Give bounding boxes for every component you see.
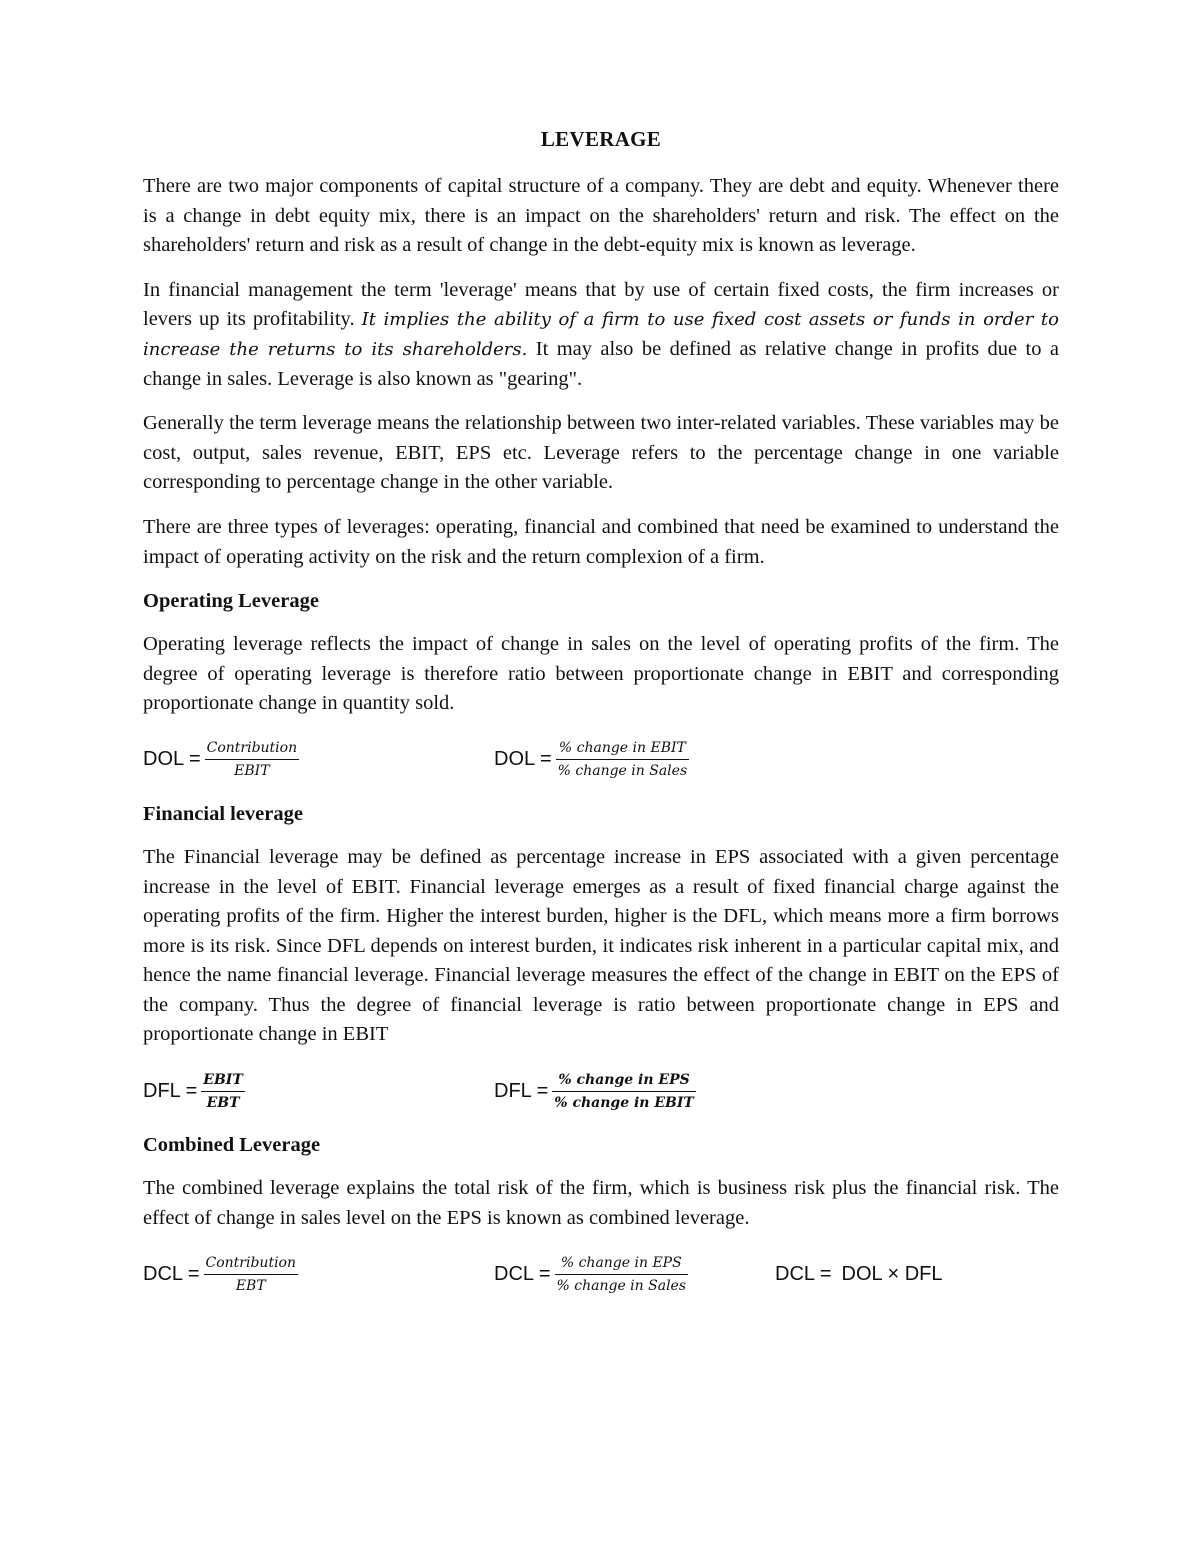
dfl-formula-row	[143, 1065, 1059, 1117]
combined-leverage-heading: Combined Leverage	[143, 1134, 321, 1157]
definition-emphasis: It implies the ability of a firm to use fixed cost assets or funds in order to increase the returns to its shareholders.	[143, 309, 1059, 360]
financial-leverage-heading: Financial leverage	[143, 802, 303, 825]
fraction	[556, 739, 690, 780]
dfl-ebit-formula	[143, 1065, 245, 1117]
dcl-percent-formula	[494, 1248, 688, 1300]
dcl-contribution-formula	[143, 1248, 298, 1300]
fraction	[552, 1071, 696, 1112]
definition-text-1: In financial management the term 'leverage' means that by use of certain fixed costs, the firm increases or levers up its profitability.	[143, 278, 1059, 331]
fraction	[205, 739, 299, 780]
denominator: EBT	[201, 1091, 244, 1112]
dol-formula-row	[143, 734, 1059, 786]
general-paragraph: Generally the term leverage means the relationship between two inter-related variables. These variables may be cost, output, sales revenue, EBIT, EPS etc. Leverage refers to the percentage change in one variable corresponding to percentage change in the other variable.	[143, 412, 1059, 494]
denominator: EBIT	[205, 759, 299, 780]
types-paragraph: There are three types of leverages: operating, financial and combined that need be examined to understand the impact of operating activity on the risk and the return complexion of a firm.	[143, 515, 1059, 568]
fraction	[204, 1254, 298, 1295]
numerator: % change in EBIT	[558, 740, 686, 757]
operating-leverage-heading: Operating Leverage	[143, 590, 319, 613]
document-page	[143, 124, 1059, 1314]
page-title: LEVERAGE	[540, 127, 662, 151]
formula-label: DCL =	[143, 1262, 200, 1285]
numerator: EBIT	[203, 1071, 243, 1088]
fraction	[201, 1071, 244, 1112]
formula-label: DCL =	[494, 1262, 551, 1285]
denominator: % change in Sales	[555, 1274, 689, 1295]
fraction	[555, 1254, 689, 1295]
definition-paragraph	[143, 276, 1059, 394]
numerator: % change in EPS	[560, 1254, 682, 1271]
numerator: Contribution	[206, 740, 298, 757]
dfl-percent-formula	[494, 1065, 696, 1117]
formula-label: DOL =	[494, 748, 552, 771]
formula-expression: DOL × DFL	[841, 1262, 943, 1285]
denominator: EBT	[204, 1274, 298, 1295]
denominator: % change in EBIT	[552, 1091, 696, 1112]
financial-leverage-paragraph: The Financial leverage may be defined as percentage increase in EPS associated with a given percentage increase in the level of EBIT. Financial leverage emerges as a result of fixed financial charge against the operating profits of the firm. Higher the interest burden, higher is the DFL, which means more a firm borrows more is its risk. Since DFL depends on interest burden, it indicates risk inherent in a particular capital mix, and hence the name financial leverage. Financial leverage measures the effect of the change in EBIT on the EPS of the company. Thus the degree of financial leverage is ratio between proportionate change in EPS and proportionate change in EBIT	[143, 845, 1059, 1046]
denominator: % change in Sales	[556, 759, 690, 780]
dol-contribution-formula	[143, 734, 299, 786]
operating-leverage-paragraph: Operating leverage reflects the impact of change in sales on the level of operating profits of the firm. The degree of operating leverage is therefore ratio between proportionate change in EBIT and corresponding proportionate change in quantity sold.	[143, 633, 1059, 715]
formula-label: DOL =	[143, 748, 201, 771]
dcl-formula-row	[143, 1248, 1059, 1300]
formula-label: DCL =	[775, 1262, 832, 1285]
intro-paragraph: There are two major components of capital structure of a company. They are debt and equity. Whenever there is a change in debt equity mix, there is an impact on the shareholders' return and risk. The effect on the shareholders' return and risk as a result of change in the debt-equity mix is known as leverage.	[143, 175, 1059, 257]
numerator: Contribution	[205, 1254, 296, 1271]
combined-leverage-paragraph: The combined leverage explains the total risk of the firm, which is business risk plus the financial risk. The effect of change in sales level on the EPS is known as combined leverage.	[143, 1177, 1059, 1229]
formula-label: DFL =	[494, 1079, 549, 1102]
dcl-product-formula	[775, 1248, 942, 1300]
dol-percent-formula	[494, 734, 689, 786]
definition-text-2: It may also be defined as relative change in profits due to a change in sales. Leverage is also known as "gearing".	[143, 337, 1059, 390]
formula-label: DFL =	[143, 1079, 198, 1102]
numerator: % change in EPS	[558, 1071, 690, 1088]
